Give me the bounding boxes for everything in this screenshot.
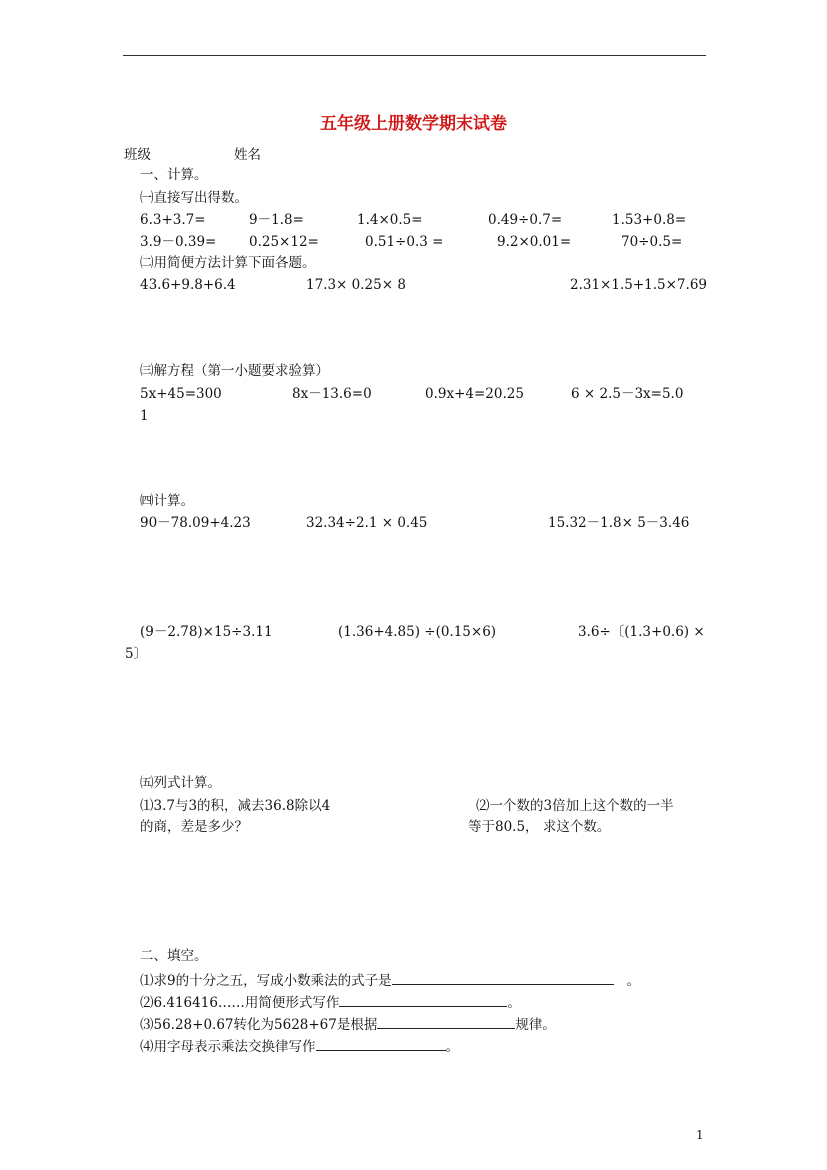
oral-item: 6.3+3.7= — [140, 212, 206, 228]
page-title: 五年级上册数学期末试卷 — [320, 114, 507, 134]
oral-item: 1.53+0.8= — [612, 212, 687, 228]
word-problem-1-cont: 的商，差是多少？ — [140, 819, 248, 835]
fill-item-text: ⑶56.28+0.67转化为5628+67是根据 — [140, 1017, 378, 1033]
fill-item-end: 。 — [626, 973, 640, 989]
word-problem-2-cont: 等于80.5， 求这个数。 — [468, 819, 611, 835]
calc-item: 90－78.09+4.23 — [140, 515, 251, 531]
calc-item: 32.34÷2.1 × 0.45 — [306, 515, 428, 531]
equation-item: 5x+45=300 — [140, 386, 222, 402]
part3-heading: ㈢解方程（第一小题要求验算） — [140, 363, 329, 379]
fill-item — [140, 992, 521, 1012]
header-rule — [123, 55, 706, 56]
fill-item-text: ⑵6.416416……用简便形式写作 — [140, 995, 340, 1011]
fill-item-end: 。 — [507, 995, 521, 1011]
calc-item: (9－2.78)×15÷3.11 — [140, 624, 273, 640]
fill-item-text: ⑷用字母表示乘法交换律写作 — [140, 1039, 316, 1055]
fill-item — [140, 1014, 556, 1034]
fill-item — [140, 1036, 459, 1056]
oral-item: 0.51÷0.3 = — [365, 234, 444, 250]
simplify-item: 43.6+9.8+6.4 — [140, 277, 236, 293]
oral-item: 0.25×12= — [249, 234, 319, 250]
fill-item-end: 规律。 — [515, 1017, 556, 1033]
oral-item: 1.4×0.5= — [357, 212, 423, 228]
answer-blank[interactable] — [316, 1036, 446, 1051]
equation-item: 8x－13.6=0 — [292, 386, 372, 402]
calc-wrap: 5〕 — [125, 646, 148, 662]
oral-item: 0.49÷0.7= — [488, 212, 563, 228]
answer-blank[interactable] — [377, 1014, 515, 1029]
part1-heading: ㈠直接写出得数。 — [140, 190, 248, 206]
class-label: 班级 — [124, 147, 151, 163]
part2-heading: ㈡用简便方法计算下面各题。 — [140, 255, 316, 271]
simplify-item: 2.31×1.5+1.5×7.69 — [570, 277, 707, 293]
equation-wrap: 1 — [140, 408, 149, 424]
oral-item: 9.2×0.01= — [497, 234, 572, 250]
word-problem-1: ⑴3.7与3的积，减去36.8除以4 — [140, 798, 331, 814]
calc-item: (1.36+4.85) ÷(0.15×6) — [338, 624, 497, 640]
section1-heading: 一、计算。 — [140, 167, 208, 183]
simplify-item: 17.3× 0.25× 8 — [306, 277, 406, 293]
fill-item-end: 。 — [445, 1039, 459, 1055]
page-number: 1 — [696, 1128, 704, 1142]
fill-item-text: ⑴求9的十分之五，写成小数乘法的式子是 — [140, 973, 392, 989]
part4-heading: ㈣计算。 — [140, 493, 194, 509]
calc-item: 15.32－1.8× 5－3.46 — [548, 515, 690, 531]
part5-heading: ㈤列式计算。 — [140, 775, 221, 791]
oral-item: 70÷0.5= — [621, 234, 683, 250]
answer-blank[interactable] — [339, 992, 507, 1007]
calc-item: 3.6÷〔(1.3+0.6) × — [578, 624, 705, 640]
name-label: 姓名 — [234, 147, 261, 163]
word-problem-2: ⑵一个数的3倍加上这个数的一半 — [476, 798, 674, 814]
equation-item: 0.9x+4=20.25 — [425, 386, 524, 402]
oral-item: 9－1.8= — [249, 212, 304, 228]
fill-item — [140, 970, 640, 990]
oral-item: 3.9－0.39= — [140, 234, 217, 250]
answer-blank[interactable] — [392, 970, 614, 985]
equation-item: 6 × 2.5－3x=5.0 — [571, 386, 684, 402]
section2-heading: 二、填空。 — [140, 948, 208, 964]
